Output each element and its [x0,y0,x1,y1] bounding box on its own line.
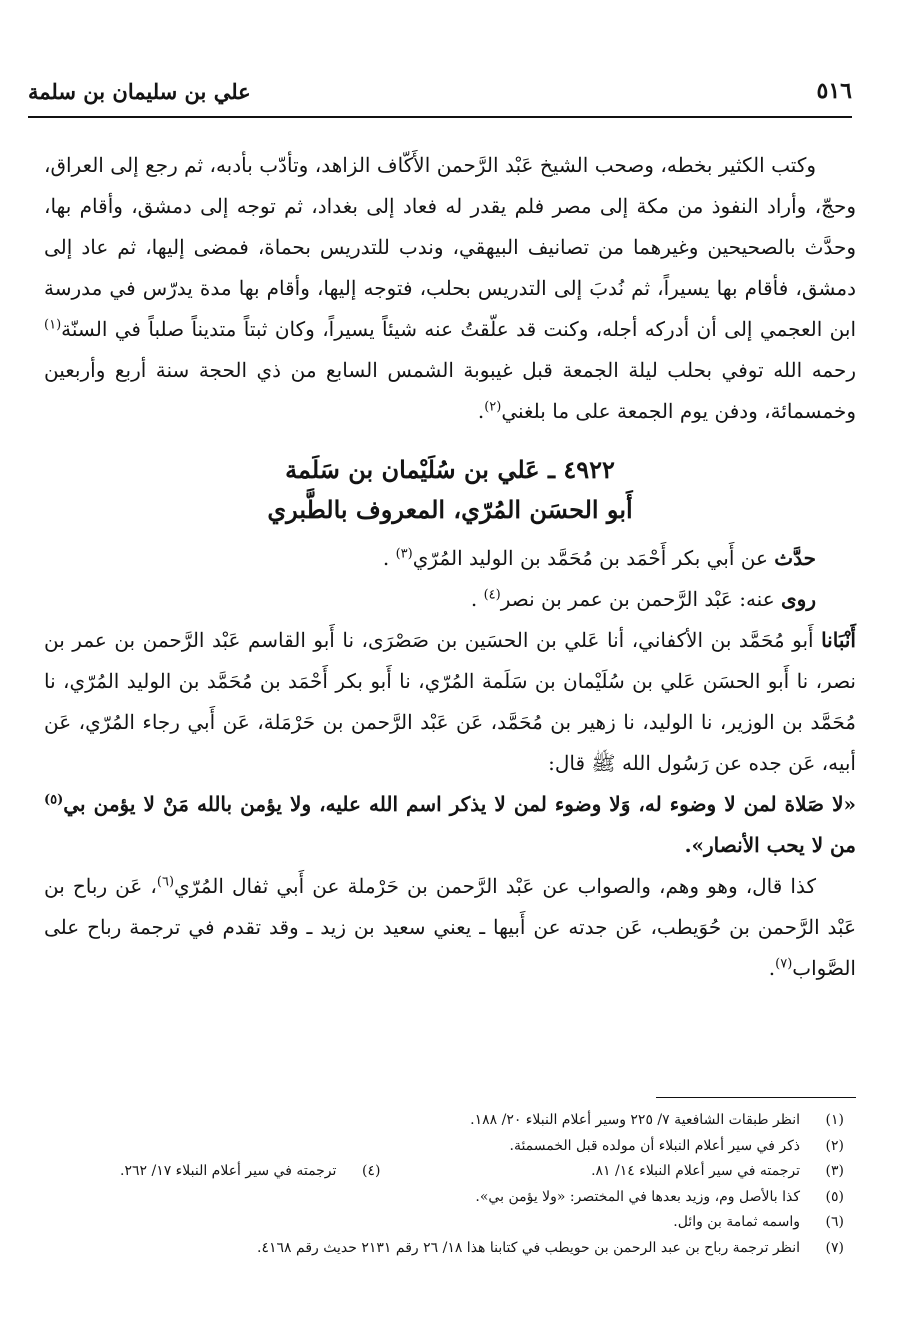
entry-heading-line-1: ٤٩٢٢ ـ عَلي بن سُلَيْمان بن سَلَمة [285,455,615,484]
comment-paragraph [44,866,856,989]
isnad-paragraph [44,620,856,784]
footnote-ref-6: (٦) [156,874,175,890]
rawa-paragraph: روى عنه: عَبْد الرَّحمن بن عمر بن نصر$^{(٤)}$ . [470,587,816,611]
footnote-ref-4: (٤) [483,587,501,603]
comment-text-cont: ، عَن رباح بن عَبْد الرَّحمن بن حُوَيطب، عَن جدته عن أَبيها ـ يعني سعيد بن زيد ـ وقد تقدم في ترجمة رباح على الصَّواب [44,874,856,980]
footnote-number: (٤) [361,1163,381,1179]
hadith-text: «لا صَلاة لمن لا وضوء له، وَلا وضوء لمن لا يذكر اسم الله عليه، ولا يؤمن بالله مَنْ لا يؤمن بي [63,792,856,816]
entry-heading-line-2: أَبو الحسَن المُرّي، المعروف بالطَّبري [267,495,633,524]
footnote-rule [656,1097,856,1098]
rawa-text: عنه: عَبْد الرَّحمن بن عمر بن نصر [500,587,782,611]
comment-text: كذا قال، وهو وهم، والصواب عن عَبْد الرَّحمن بن حَرْملة عن أَبي ثفال المُرّي [174,874,816,898]
hadath-paragraph: حدَّث عن أَبي بكر أَحْمَد بن مُحَمَّد بن الوليد المُرّي$^{(٣)}$ . [382,546,816,570]
rawa-label: روى [781,587,816,611]
anbana-label: أَنْبَانا [821,628,856,652]
page-number: ٥١٦ [816,78,852,104]
footnote-item [120,1108,844,1134]
footnote-text: ترجمته في سير أعلام النبلاء ١٧/ ٢٦٢. [120,1163,337,1179]
footnote-item [120,1159,380,1185]
footnote-ref-3: (٣) [395,546,413,562]
footnote-item [120,1185,844,1211]
hadath-label: حدَّث [774,546,816,570]
header-rule [28,116,852,118]
entry-heading [44,450,856,530]
hadith-paragraph [44,784,856,866]
footnote-number: (٦) [825,1214,844,1230]
main-text [44,145,856,989]
footnote-text: كذا بالأصل وم، وزيد بعدها في المختصر: «ولا يؤمن بي». [475,1188,800,1205]
footnote-item [120,1210,844,1236]
footnote-number: (١) [825,1112,844,1128]
hadath-text: عن أَبي بكر أَحْمَد بن مُحَمَّد بن الوليد المُرّي [412,546,775,570]
footnote-number: (٥) [825,1188,844,1205]
page-header [28,68,852,114]
footnote-ref-1: (١) [44,317,62,333]
footnote-text: واسمه ثمامة بن وائل. [673,1214,800,1230]
footnote-text: ذكر في سير أعلام النبلاء أن مولده قبل الخمسمئة. [509,1137,800,1154]
running-title: علي بن سليمان بن سلمة [28,78,251,104]
footnote-ref-2: (٢) [484,399,502,415]
footnote-item [591,1159,844,1185]
footnote-number: (٧) [825,1239,844,1256]
footnote-item [120,1134,844,1160]
intro-text: وكتب الكثير بخطه، وصحب الشيخ عَبْد الرَّحمن الأَكّاف الزاهد، وتأدّب بأدبه، ثم رجع إلى العراق، وحجّ، وأراد النفوذ من مكة إلى مصر فلم يقدر له فعاد إلى بغداد، ثم توجه إلى دمشق، وأقام بها، وحدَّث بالصحيحين وغيرهما من تصانيف البيهقي، وندب للتدريس بحماة، فمضى إليها، ثم عاد إلى دمشق، فأقام بها يسيراً، ثم نُدبَ إلى التدريس بحلب، فتوجه إليها، وأقام بها مدة يدرّس في مدرسة ابن العجمي إلى أن أدركه أجله، وكنت قد علّقتُ عنه شيئاً يسيراً، وكان ثبتاً متديناً صلباً في السنّة [44,153,856,341]
intro-end: . [477,399,485,423]
footnote-text: ترجمته في سير أعلام النبلاء ١٤/ ٨١. [591,1163,800,1179]
footnote-ref-5: (٥) [44,792,64,808]
footnote-number: (٣) [825,1163,844,1179]
footnote-ref-7: (٧) [775,956,793,972]
intro-paragraph [44,145,856,432]
comment-end: . [768,956,776,980]
footnote-text: انظر ترجمة رباح بن عبد الرحمن بن حويطب في كتابنا هذا ١٨/ ٢٦ رقم ٢١٣١ حديث رقم ٤١٦٨. [257,1239,800,1256]
footnotes [120,1108,844,1261]
isnad-text: أَبو مُحَمَّد بن الأكفاني، أنا عَلي بن الحسَين بن صَصْرَى، نا أَبو القاسم عَبْد الرَّحمن بن عمر بن نصر، نا أَبو الحسَن عَلي بن سُلَيْمان بن سَلَمة المُرّي، نا أَبو بكر أَحْمَد بن مُحَمَّد بن الوليد المُرّي، نا مُحَمَّد بن الوزير، نا الوليد، نا زهير بن مُحَمَّد، عَن عَبْد الرَّحمن بن حَرْمَلة، عَن أَبي رجاء المُرّي، عَن أبيه، عَن جده عن رَسُول الله ﷺ قال: [44,628,857,775]
footnote-number: (٢) [825,1137,844,1154]
footnote-item-pair [120,1159,844,1185]
footnote-text: انظر طبقات الشافعية ٧/ ٢٢٥ وسير أعلام النبلاء ٢٠/ ١٨٨. [470,1112,800,1128]
intro-text-cont: رحمه الله توفي بحلب ليلة الجمعة قبل غيبوبة الشمس السابع من ذي الحجة سنة أربع وأربعين وخمسمائة، ودفن يوم الجمعة على ما بلغني [44,358,856,423]
hadith-end: من لا يحب الأنصار». [684,833,856,857]
footnote-item [120,1236,844,1262]
